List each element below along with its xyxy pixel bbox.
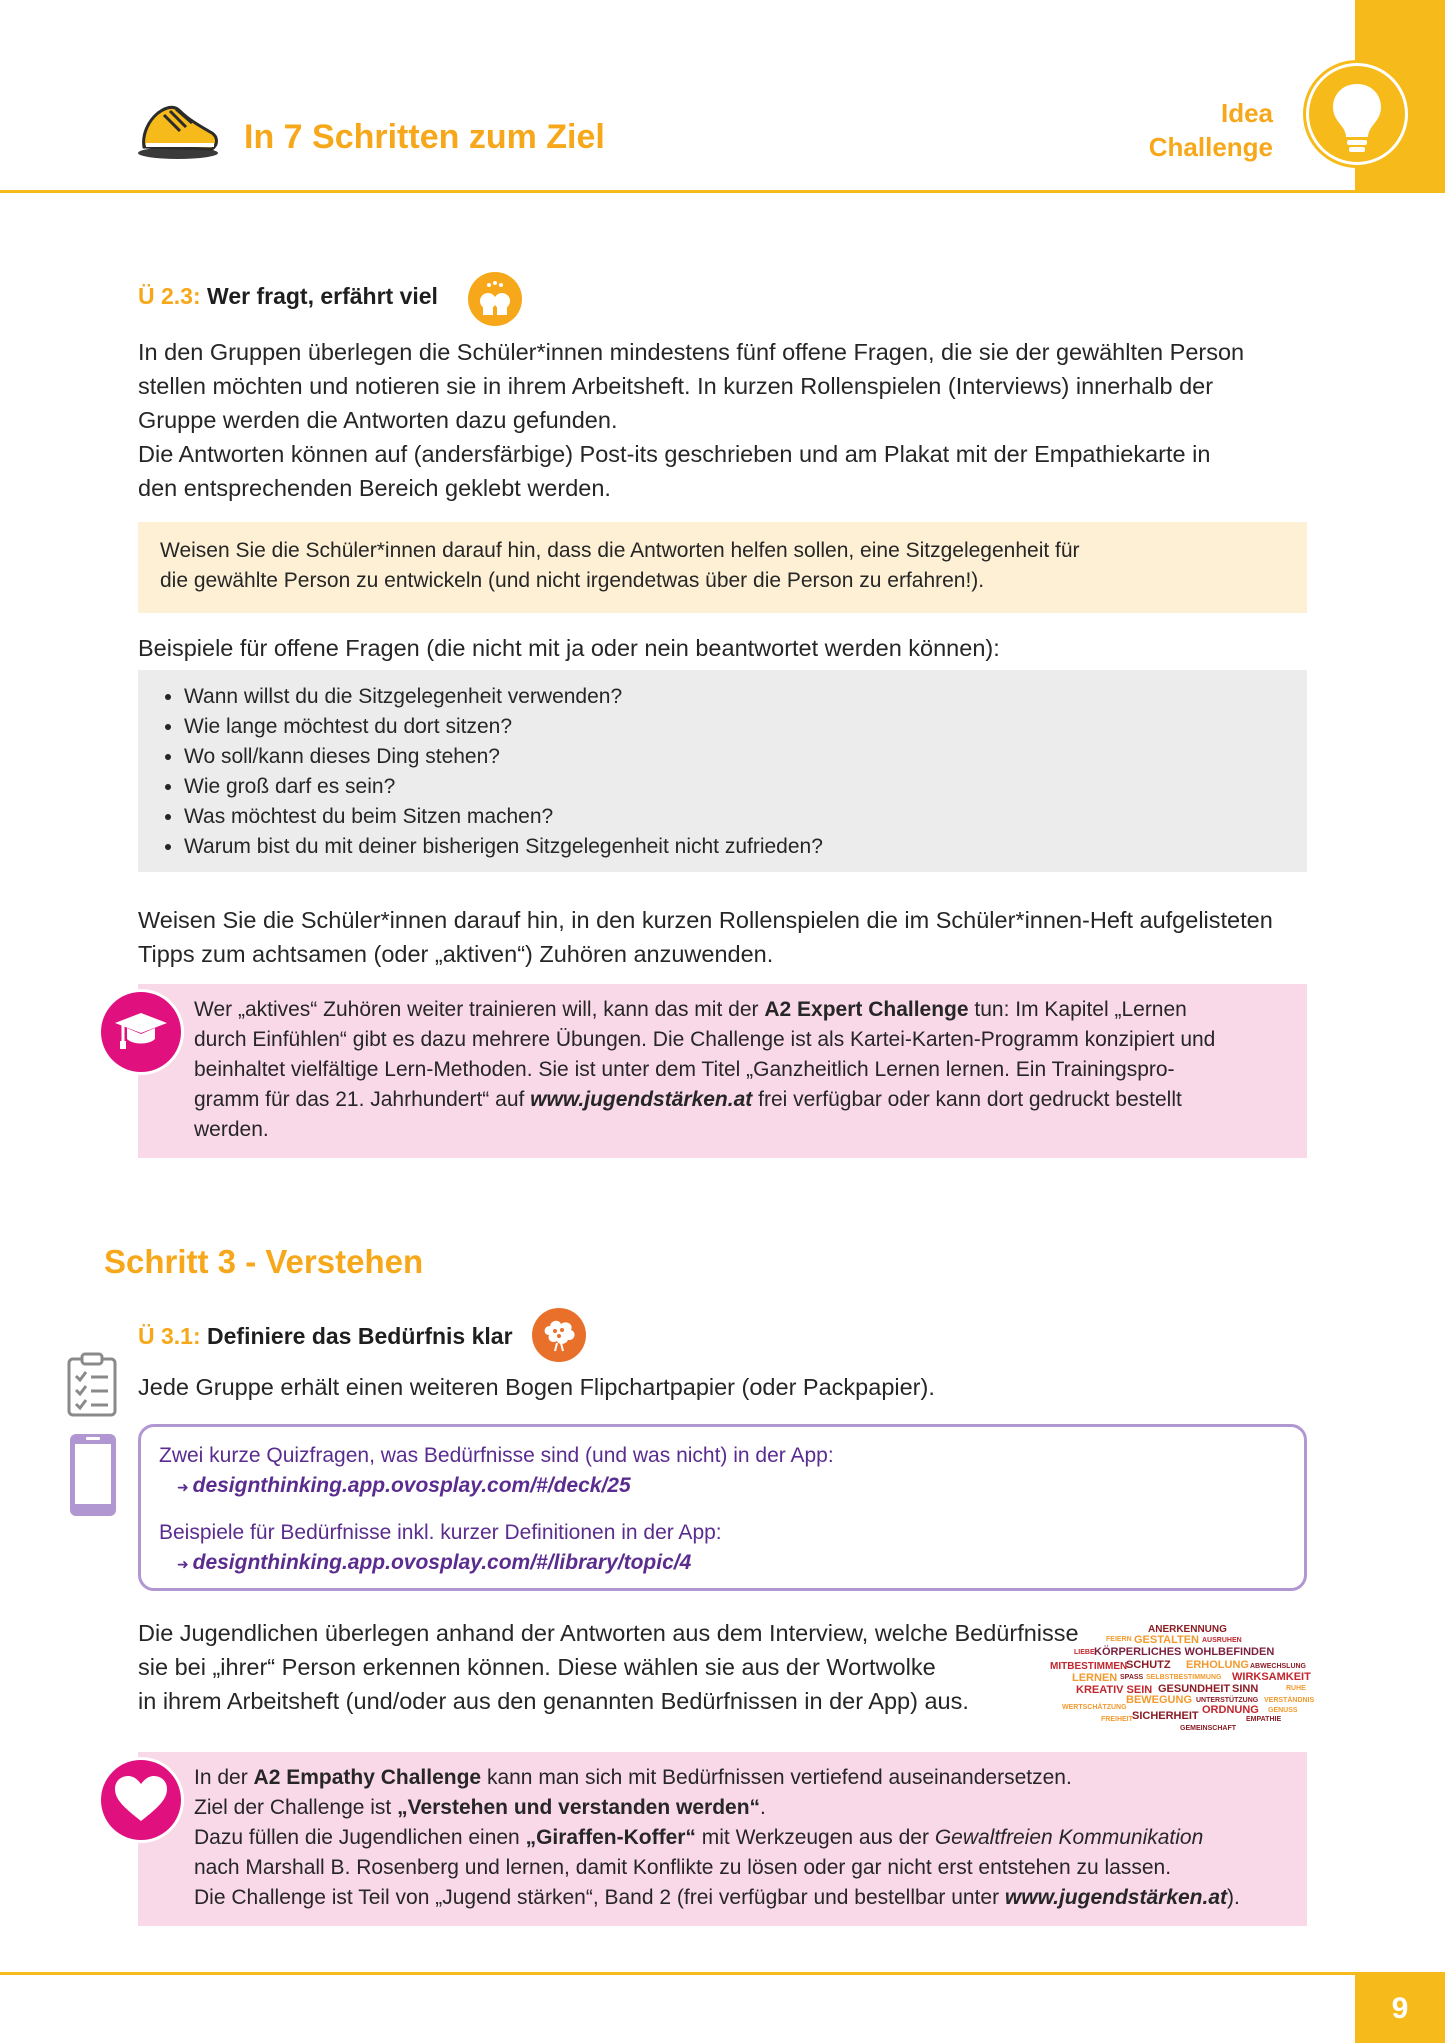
word-cloud-word: RUHE [1286,1685,1306,1692]
text-line: nach Marshall B. Rosenberg und lernen, damit Konflikte zu lösen oder gar nicht erst entstehen zu lassen. [194,1856,1172,1879]
examples-intro: Beispiele für offene Fragen (die nicht mit ja oder nein beantwortet werden können): [138,635,1000,661]
section-title: Schritt 3 - Verstehen [104,1243,424,1280]
text-line: werden. [194,1118,269,1141]
active-listening-text [138,903,1273,971]
link-text[interactable]: designthinking.app.ovosplay.com/#/library/topic/4 [192,1551,692,1574]
text-line: durch Einfühlen“ gibt es dazu mehrere Übungen. Die Challenge ist als Kartei-Karten-Programm konzipiert und [194,1028,1216,1051]
text-bold: „Verstehen und verstanden werden“ [397,1796,761,1819]
arrow-right-icon: ➜ [177,1556,193,1572]
text-line: Weisen Sie die Schüler*innen darauf hin, in den kurzen Rollenspielen die im Schüler*innen-Heft aufgelisteten [138,907,1273,933]
word-cloud-word: KREATIV SEIN [1076,1684,1153,1696]
header-rule [0,190,1445,193]
list-item: • Wann willst du die Sitzgelegenheit verwenden? [184,682,1285,712]
exercise-label: Ü 3.1: [138,1323,201,1349]
word-cloud-word: MITBESTIMMEN [1050,1661,1128,1672]
text-line: beinhaltet vielfältige Lern-Methoden. Sie ist unter dem Titel „Ganzheitlich Lernen lernen. Ein Trainingspro- [194,1058,1175,1081]
text-span: gramm für das 21. Jahrhundert“ auf [194,1088,531,1111]
list-item: • Warum bist du mit deiner bisherigen Sitzgelegenheit nicht zufrieden? [184,832,1285,862]
note-line: Weisen Sie die Schüler*innen darauf hin, dass die Antworten helfen sollen, eine Sitzgelegenheit für [160,539,1080,562]
text-bold: „Giraffen-Koffer“ [525,1826,696,1849]
brand-line-1: Idea [1220,98,1273,128]
note-line: die gewählte Person zu entwickeln (und nicht irgendetwas über die Person zu erfahren!). [160,569,985,592]
text-line [194,995,1251,1025]
text-span: mit Werkzeugen aus der [695,1826,935,1849]
exercise-title: Wer fragt, erfährt viel [207,283,438,309]
exercise-3-1-intro: Jede Gruppe erhält einen weiteren Bogen Flipchartpapier (oder Packpapier). [138,1374,935,1400]
list-item: • Wie lange möchtest du dort sitzen? [184,712,1285,742]
word-cloud-word: VERSTÄNDNIS [1264,1697,1315,1704]
text-line [194,1823,1251,1853]
word-cloud-word: LIEBE [1074,1649,1095,1656]
word-cloud-word: FREIHEIT [1101,1716,1133,1723]
needs-word-cloud [1046,1624,1316,1732]
app-link-library[interactable] [159,1548,1286,1579]
word-cloud-word: ANERKENNUNG [1148,1624,1227,1635]
word-cloud-word: SICHERHEIT [1132,1710,1199,1722]
website-link[interactable]: www.jugendstärken.at [1004,1886,1228,1909]
question-examples-box [138,670,1307,872]
checklist-icon [66,1352,118,1423]
text-span: kann man sich mit Bedürfnissen vertiefend auseinandersetzen. [481,1766,1072,1789]
text-line: Die Jugendlichen überlegen anhand der Antworten aus dem Interview, welche Bedürfnisse [138,1620,1079,1646]
word-cloud-word: FEIERN [1106,1636,1132,1643]
text-line: den entsprechenden Bereich geklebt werden. [138,475,611,501]
question-list [160,682,1285,862]
text-span: . [760,1796,766,1819]
text-line [194,1793,1251,1823]
word-cloud-word: AUSRUHEN [1202,1637,1242,1644]
word-cloud-word: GEMEINSCHAFT [1180,1725,1236,1732]
word-cloud-word: KÖRPERLICHES WOHLBEFINDEN [1094,1646,1275,1658]
text-line [194,1763,1251,1793]
text-italic: Gewaltfreien Kommunikation [934,1826,1204,1849]
text-span: tun: Im Kapitel „Lernen [968,998,1187,1021]
word-cloud-word: LERNEN [1072,1672,1118,1684]
page-number: 9 [1355,1975,1445,2043]
list-item: • Was möchtest du beim Sitzen machen? [184,802,1285,832]
teacher-note-box [138,522,1307,613]
word-cloud-word: GENUSS [1268,1707,1298,1714]
brand-label [1149,96,1273,164]
text-line [194,1883,1251,1913]
text-line: In den Gruppen überlegen die Schüler*innen mindestens fünf offene Fragen, die sie der gewählten Person [138,339,1245,365]
app-link-deck[interactable] [159,1471,1286,1502]
word-cloud-word: EMPATHIE [1246,1716,1282,1723]
exercise-2-3-heading [138,283,438,310]
idea-cloud-icon [532,1308,586,1362]
text-span: Wer „aktives“ Zuhören weiter trainieren will, kann das mit der [194,998,765,1021]
list-item: • Wie groß darf es sein? [184,772,1285,802]
sneaker-icon [136,95,220,166]
word-cloud-word: SCHUTZ [1126,1659,1171,1671]
word-cloud-word: GESUNDHEIT [1158,1683,1231,1695]
word-cloud-word: UNTERSTÜTZUNG [1196,1697,1259,1704]
word-cloud-word: ORDNUNG [1202,1704,1259,1716]
page-title: In 7 Schritten zum Ziel [244,118,605,156]
word-cloud-word: ERHOLUNG [1186,1659,1249,1671]
app-links-box [138,1424,1307,1591]
text-line: Tipps zum achtsamen (oder „aktiven“) Zuhören anzuwenden. [138,941,774,967]
list-item: • Wo soll/kann dieses Ding stehen? [184,742,1285,772]
smartphone-icon [68,1432,118,1523]
link-text[interactable]: designthinking.app.ovosplay.com/#/deck/25 [192,1474,631,1497]
challenge-name: A2 Expert Challenge [764,998,969,1021]
exercise-label: Ü 2.3: [138,283,201,309]
graduation-cap-icon [98,989,184,1075]
challenge-name: A2 Empathy Challenge [253,1766,482,1789]
word-cloud-word: GESTALTEN [1134,1634,1199,1646]
app-text: Beispiele für Bedürfnisse inkl. kurzer Definitionen in der App: [159,1521,722,1544]
text-span: Dazu füllen die Jugendlichen einen [194,1826,526,1849]
text-line: Gruppe werden die Antworten dazu gefunden. [138,407,618,433]
text-line: in ihrem Arbeitsheft (und/oder aus den genannten Bedürfnissen in der App) aus. [138,1688,969,1714]
word-cloud-word: ABWECHSLUNG [1250,1663,1306,1670]
text-span: Ziel der Challenge ist [194,1796,398,1819]
expert-challenge-box [138,984,1307,1158]
word-cloud-word: SINN [1232,1683,1259,1695]
word-cloud-word: WERTSCHÄTZUNG [1062,1704,1127,1711]
text-line: sie bei „ihrer“ Person erkennen können. Diese wählen sie aus der Wortwolke [138,1654,936,1680]
text-line: Die Antworten können auf (andersfärbige) Post-its geschrieben und am Plakat mit der Empathiekarte in [138,441,1211,467]
app-text: Zwei kurze Quizfragen, was Bedürfnisse sind (und was nicht) in der App: [159,1444,834,1467]
word-cloud-word: BEWEGUNG [1126,1694,1192,1706]
text-line [194,1085,1251,1115]
exercise-2-3-text [138,335,1244,505]
text-span: In der [194,1766,254,1789]
heart-icon [98,1757,184,1843]
lightbulb-icon [1306,63,1408,165]
text-span: Die Challenge ist Teil von „Jugend stärken“, Band 2 (frei verfügbar und bestellbar unter [194,1886,1005,1909]
arrow-right-icon: ➜ [177,1479,193,1495]
website-link[interactable]: www.jugendstärken.at [530,1088,753,1111]
exercise-3-1-heading [138,1323,513,1350]
interview-icon [468,272,522,326]
needs-text [138,1616,1079,1718]
word-cloud-word: WIRKSAMKEIT [1232,1671,1311,1683]
word-cloud-word: SELBSTBESTIMMUNG [1146,1674,1222,1681]
footer-rule [0,1972,1445,1975]
text-line: stellen möchten und notieren sie in ihrem Arbeitsheft. In kurzen Rollenspielen (Interviews) innerhalb der [138,373,1214,399]
word-cloud-word: SPASS [1120,1674,1144,1681]
text-span: ). [1227,1886,1240,1909]
text-span: frei verfügbar oder kann dort gedruckt bestellt [752,1088,1182,1111]
empathy-challenge-box [138,1752,1307,1926]
brand-line-2: Challenge [1148,132,1273,162]
exercise-title: Definiere das Bedürfnis klar [207,1323,513,1349]
